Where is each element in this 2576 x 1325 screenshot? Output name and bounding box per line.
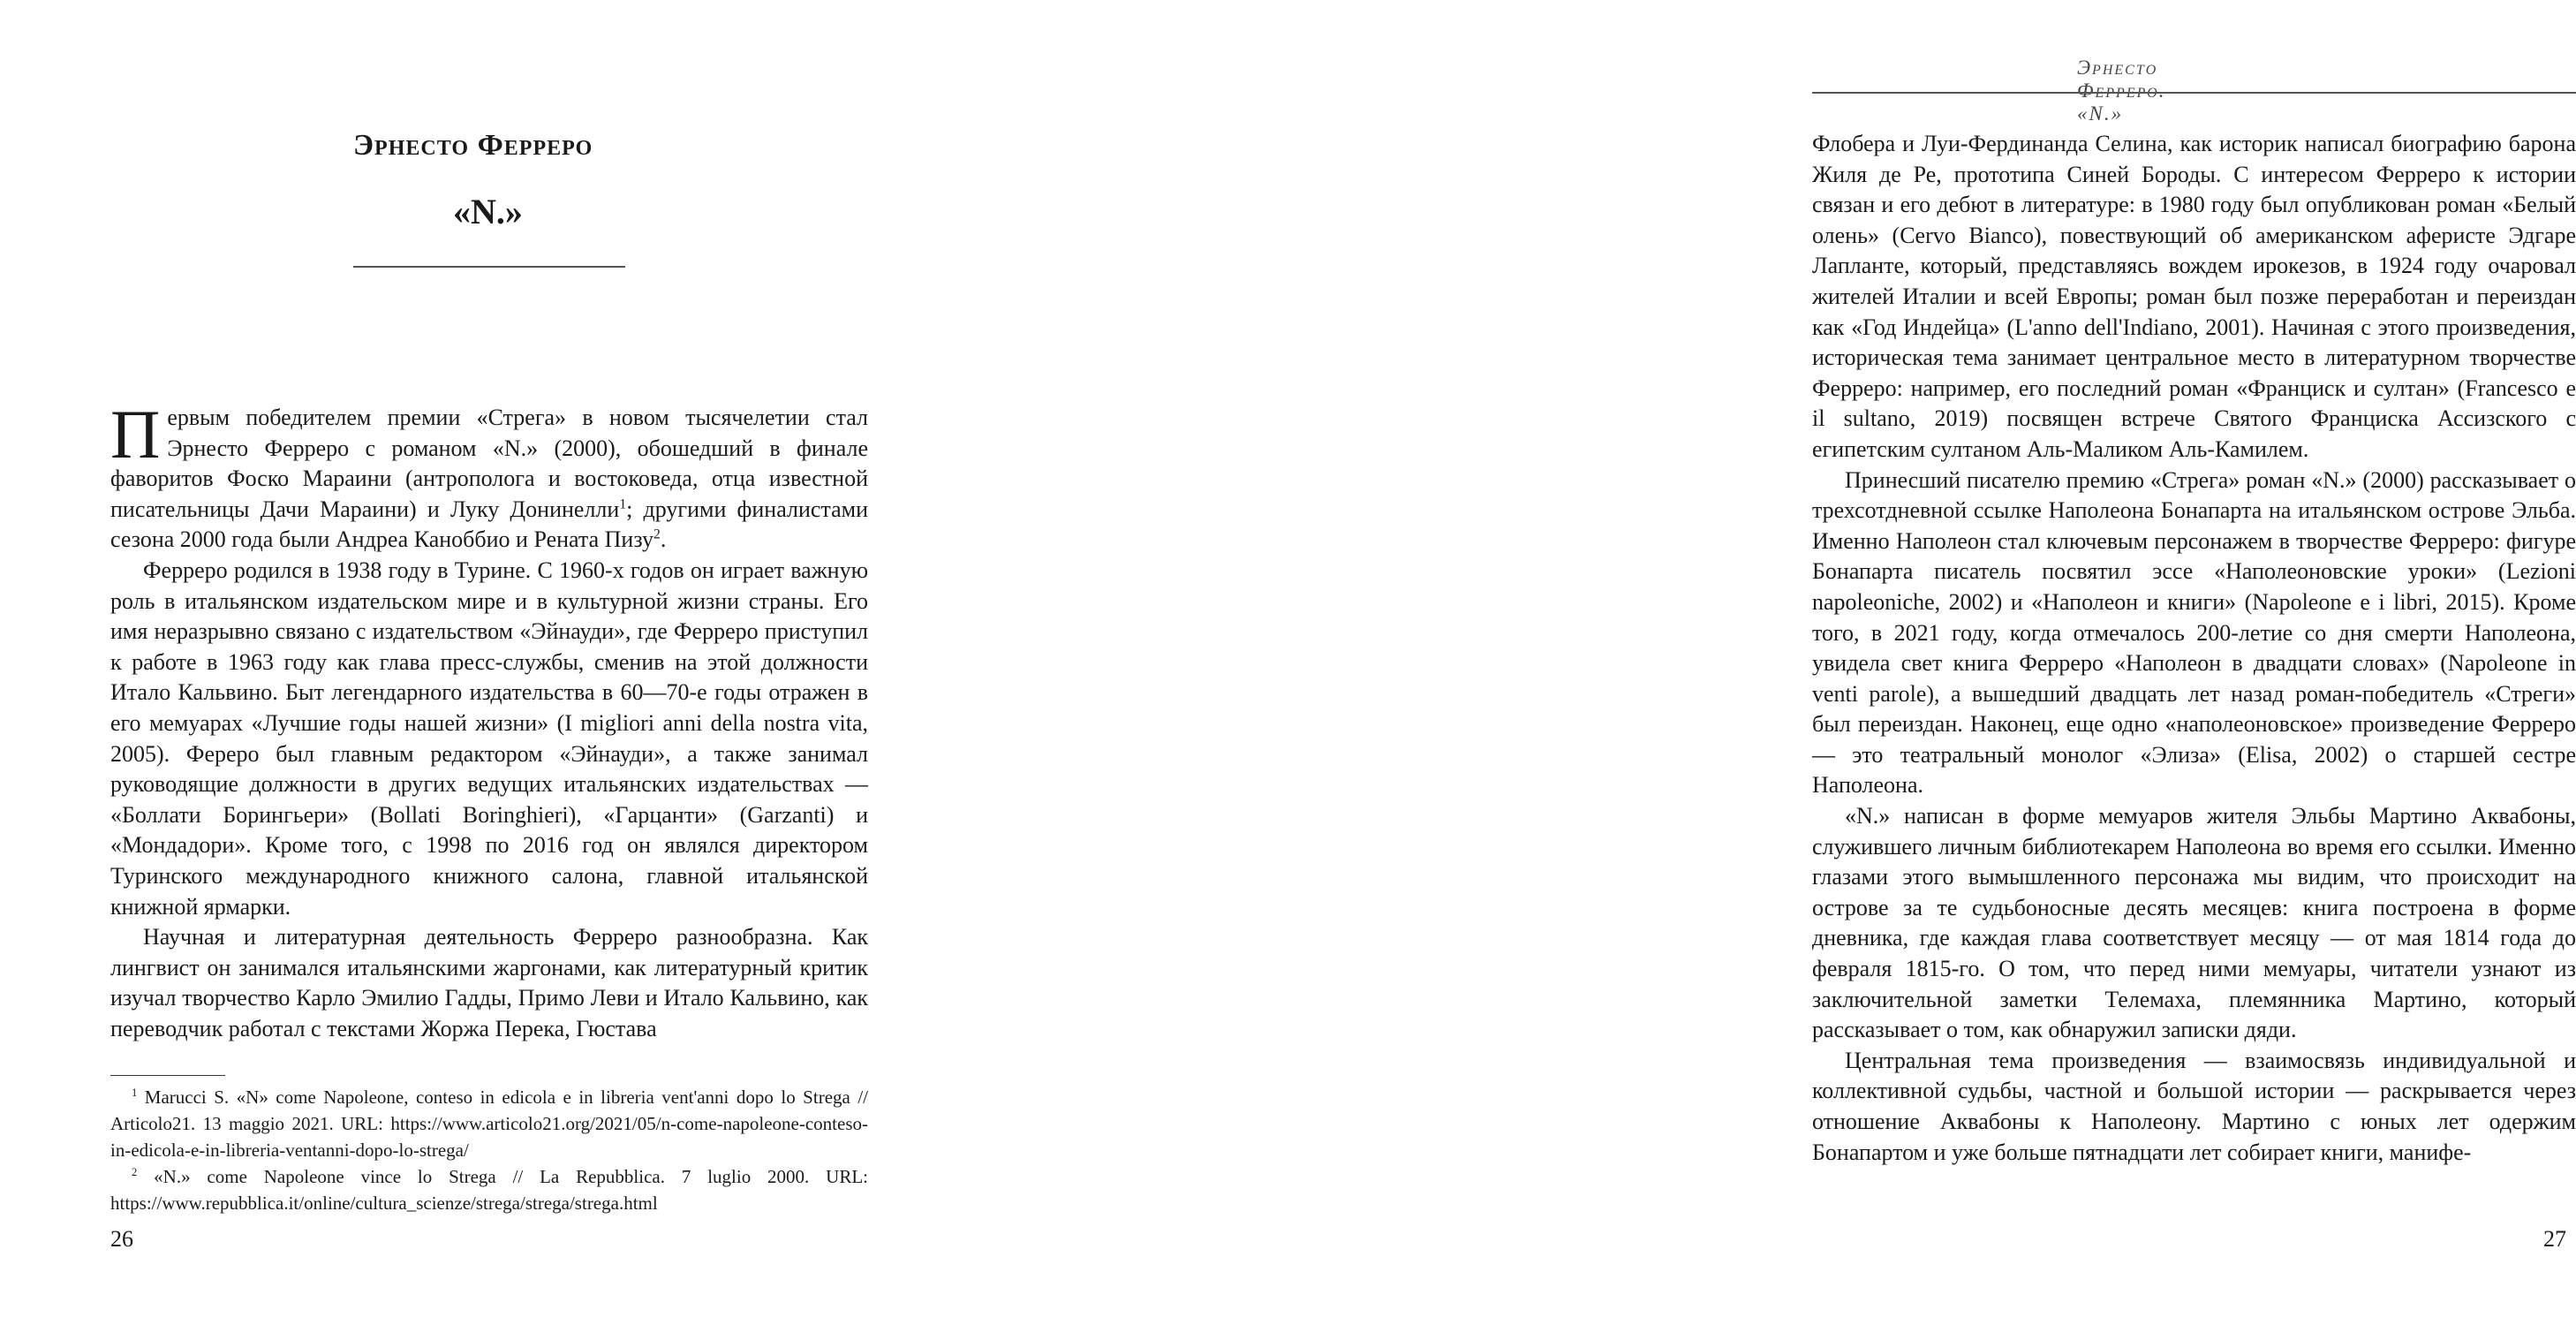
paragraph: Центральная тема произведения — взаимосвязь индивидуальной и коллективной судьбы, частной и большой истории — раскрывается через отношение Аквабоны к Наполеону. Мартино с юных лет одержим Бонапартом и уже больше пятнадцати лет собирает книги, манифе- (1812, 1047, 2576, 1165)
footnote-divider (110, 1075, 225, 1076)
paragraph: «N.» написан в форме мемуаров жителя Эльбы Мартино Аквабоны, служившего личным библиотекарем Наполеона во время его ссылки. Именно глазами этого вымышленного персонажа мы видим, что происходит на острове за те судьбоносные десять месяцев: книга построена в форме дневника, где каждая глава соответствует месяцу — от мая 1814 года до февраля 1815-го. О том, что перед ними мемуары, читатели узнают из заключительной заметки Телемаха, племянника Мартино, который рассказывает о том, как обнаружил записки дяди. (1812, 803, 2576, 1043)
footnote-2 (110, 1163, 868, 1216)
page-number: 26 (110, 1226, 133, 1252)
paragraph-text: . (660, 526, 667, 553)
footnote-text: «N.» come Napoleone vince lo Strega // La Repubblica. 7 luglio 2000. URL: https://www.repubblica.it/online/cultura_scienze/strega/strega/strega.html (110, 1166, 868, 1214)
footnote-text: Marucci S. «N» come Napoleone, conteso in edicola e in libreria vent'anni dopo lo Strega // Articolo21. 13 maggio 2021. URL: https://www.articolo21.org/2021/05/n-come-napoleone-conteso-in-edicola-e-in-libreria-ventanni-dopo-lo-strega/ (110, 1086, 868, 1161)
paragraph: Принесший писателю премию «Стрега» роман «N.» (2000) рассказывает о трехсотдневной ссылке Наполеона Бонапарта на итальянском острове Эльба. Именно Наполеон стал ключевым персонажем в творчестве Ферреро: фигуре Бонапарта писатель посвятил эссе «Наполеоновские уроки» (Lezioni napoleoniche, 2002) и «Наполеон и книги» (Napoleone e i libri, 2015). Кроме того, в 2021 году, когда отмечалось 200-летие со дня смерти Наполеона, увидела свет книга Ферреро «Наполеон в двадцати словах» (Napoleone in venti parole), а вышедший двадцать лет назад роман-победитель «Стреги» был переиздан. Наконец, еще одно «наполеоновское» произведение Ферреро — это театральный монолог «Элиза» (Elisa, 2002) о старшей сестре Наполеона. (1812, 466, 2576, 799)
paragraph: Научная и литературная деятельность Ферреро разнообразна. Как лингвист он занимался итальянскими жаргонами, как литературный критик изучал творчество Карло Эмилио Гадды, Примо Леви и Итало Кальвино, как переводчик работал с текстами Жоржа Перека, Гюстава (110, 924, 868, 1041)
left-body-text (110, 396, 868, 1044)
footnote-ref-2[interactable]: 2 (653, 526, 661, 542)
chapter-title: Эрнесто Ферреро (353, 129, 593, 162)
paragraph-text: ервым победителем премии «Стрега» в новом тысячелетии стал Эрнесто Ферреро с романом «N.» (2000), обошедший в финале фаворитов Фоско Мараини (антрополога и востоковеда, отца известной писательницы Дачи Мараини) и Луку Донинелли (110, 405, 868, 522)
right-page (883, 0, 2576, 1325)
page-number: 27 (2543, 1226, 2566, 1252)
running-head: Эрнесто Ферреро. «N.» (2077, 57, 2166, 125)
left-page (0, 0, 883, 1325)
paragraph: Ферреро родился в 1938 году в Турине. С 1960-х годов он играет важную роль в итальянском издательском мире и в культурной жизни страны. Его имя неразрывно связано с издательством «Эйнауди», где Ферреро приступил к работе в 1963 году как глава пресс-службы, сменив на этой должности Итало Кальвино. Быт легендарного издательства в 60—70-е годы отражен в его мемуарах «Лучшие годы нашей жизни» (I migliori anni della nostra vita, 2005). Фереро был главным редактором «Эйнауди», а также занимал руководящие должности в других ведущих итальянских издательствах — «Боллати Борингьери» (Bollati Boringhieri), «Гарцанти» (Garzanti) и «Мондадори». Кроме того, с 1998 по 2016 год он являлся директором Туринского международного книжного салона, главной итальянской книжной ярмарки. (110, 556, 868, 920)
drop-cap: П (110, 396, 161, 473)
footnotes (110, 1084, 868, 1216)
header-divider (1812, 92, 2576, 94)
paragraph: Флобера и Луи-Фердинанда Селина, как историк написал биографию барона Жиля де Ре, прототипа Синей Бороды. С интересом Ферреро к истории связан и его дебют в литературе: в 1980 году был опубликован роман «Белый олень» (Cervo Bianco), повествующий об американском аферисте Эдгаре Лапланте, который, представляясь вождем ирокезов, в 1924 году очаровал жителей Италии и всей Европы; роман был позже переработан и переиздан как «Год Индейца» (L'anno dell'Indiano, 2001). Начиная с этого произведения, историческая тема занимает центральное место в литературном творчестве Ферреро: например, его последний роман «Франциск и султан» (Francesco e il sultano, 2019) посвящен встрече Святого Франциска Ассизского с египетским султаном Аль-Маликом Аль-Камилем. (1812, 131, 2576, 462)
paragraph (110, 396, 868, 556)
title-divider (353, 266, 625, 268)
paragraph-text: ; другими финалистами сезона 2000 года были Андреа Каноббио и Рената Пизу (110, 496, 868, 553)
footnote-ref-1[interactable]: 1 (619, 496, 627, 512)
right-body-text (1812, 129, 2576, 1168)
footnote-mark: 2 (132, 1166, 138, 1178)
footnote-1 (110, 1084, 868, 1163)
footnote-mark: 1 (132, 1086, 138, 1099)
chapter-subtitle: «N.» (453, 192, 523, 231)
